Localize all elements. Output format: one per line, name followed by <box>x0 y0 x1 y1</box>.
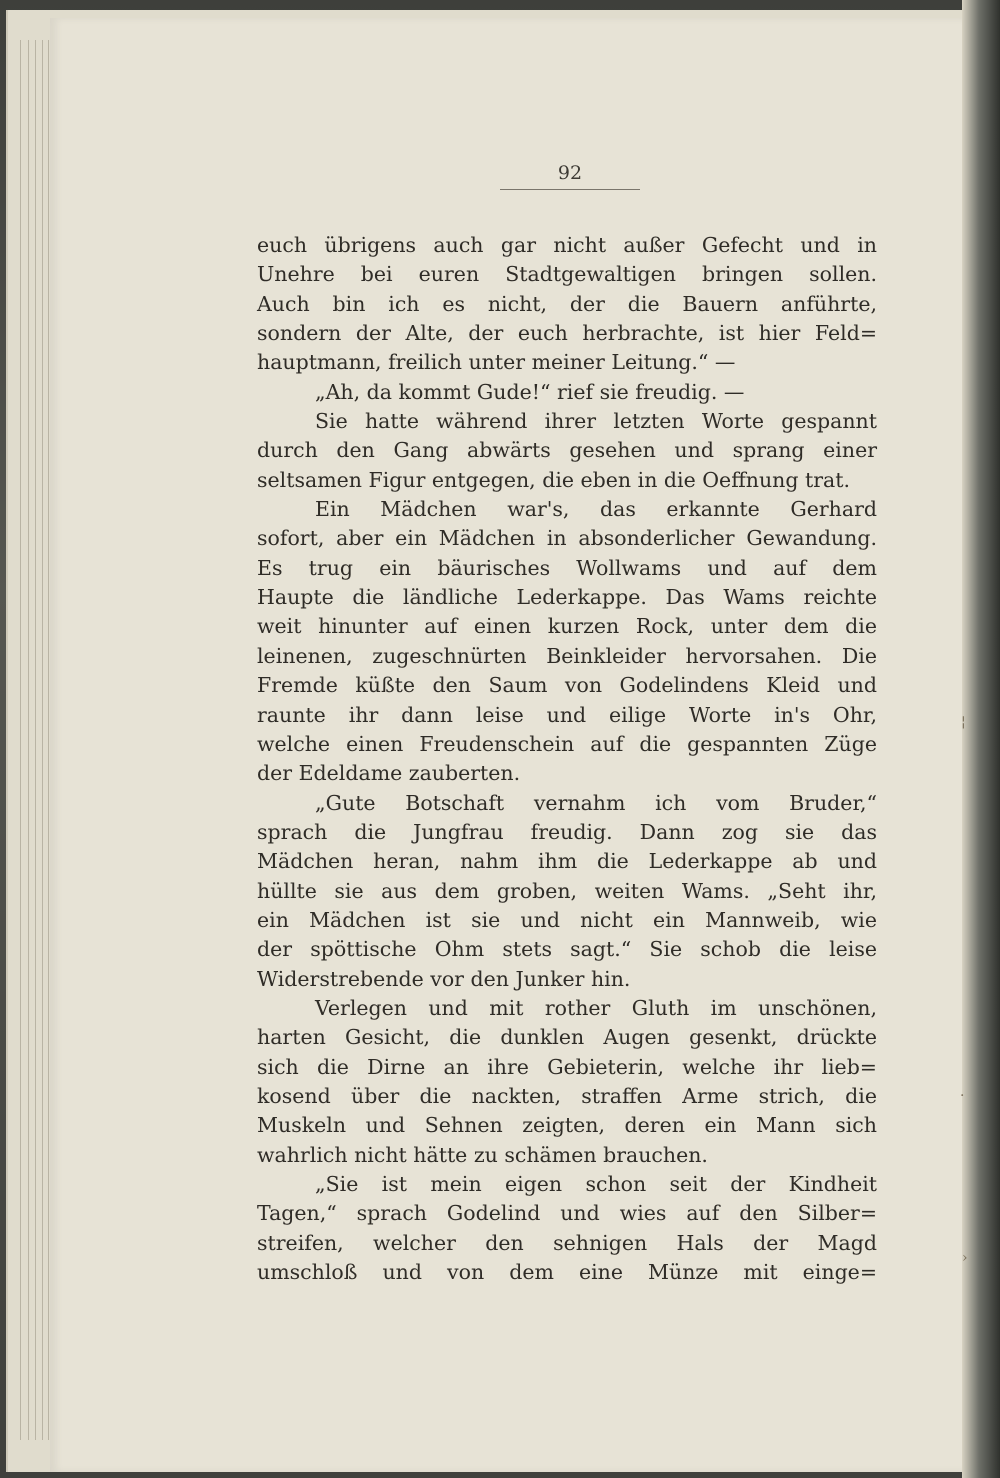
text-line: kosend über die nackten, straffen Arme strich, die <box>257 1083 877 1108</box>
margin-mark: ¦ <box>961 714 966 730</box>
text-line: „Ah, da kommt Gude!“ rief sie freudig. — <box>315 379 745 404</box>
text-line: der Edeldame zauberten. <box>257 761 521 786</box>
text-line: Ein Mädchen war's, das erkannte Gerhard <box>315 497 877 522</box>
text-line: raunte ihr dann leise und eilige Worte in's Ohr, <box>257 702 877 727</box>
page-edge-line <box>20 40 21 1440</box>
text-line: hüllte sie aus dem groben, weiten Wams. „Seht ihr, <box>257 878 877 903</box>
text-line: Es trug ein bäurisches Wollwams und auf dem <box>257 555 877 580</box>
text-line: Tagen,“ sprach Godelind und wies auf den Silber= <box>257 1201 877 1226</box>
text-line: seltsamen Figur entgegen, die eben in die Oeffnung trat. <box>257 467 851 492</box>
text-line: „Gute Botschaft vernahm ich vom Bruder,“ <box>315 790 877 815</box>
text-line: Verlegen und mit rother Gluth im unschönen, <box>315 995 877 1020</box>
page-edge-line <box>42 40 43 1440</box>
text-line: wahrlich nicht hätte zu schämen brauchen. <box>257 1142 708 1167</box>
page-edge-line <box>35 40 36 1440</box>
text-line: welche einen Freudenschein auf die gespannten Züge <box>257 731 877 756</box>
text-line: harten Gesicht, die dunklen Augen gesenkt, drückte <box>257 1025 877 1050</box>
text-line: weit hinunter auf einen kurzen Rock, unter dem die <box>257 614 877 639</box>
text-line: sondern der Alte, der euch herbrachte, ist hier Feld= <box>257 321 877 346</box>
text-line: streifen, welcher den sehnigen Hals der Magd <box>257 1230 877 1255</box>
text-line: Auch bin ich es nicht, der die Bauern anführte, <box>257 291 877 316</box>
text-line: Widerstrebende vor den Junker hin. <box>257 966 631 991</box>
text-line: „Sie ist mein eigen schon seit der Kindheit <box>315 1172 877 1196</box>
text-line: durch den Gang abwärts gesehen und sprang einer <box>257 438 877 463</box>
text-line: Muskeln und Sehnen zeigten, deren ein Mann sich <box>257 1113 877 1138</box>
text-line: euch übrigens auch gar nicht außer Gefecht und in <box>257 233 877 257</box>
page-edge-line <box>48 40 49 1440</box>
text-line: leinenen, zugeschnürten Beinkleider hervorsahen. Die <box>257 643 877 668</box>
text-line: Fremde küßte den Saum von Godelindens Kleid und <box>257 673 877 698</box>
text-line: Mädchen heran, nahm ihm die Lederkappe ab und <box>257 849 877 874</box>
book-gutter <box>962 0 1000 1478</box>
header-rule <box>500 189 640 190</box>
text-line: sich die Dirne an ihre Gebieterin, welche ihr lieb= <box>257 1054 877 1079</box>
text-line: umschloß und von dem eine Münze mit einge= <box>257 1260 877 1285</box>
page-number: 92 <box>557 162 583 184</box>
text-line: ein Mädchen ist sie und nicht ein Mannweib, wie <box>257 907 877 932</box>
text-line: hauptmann, freilich unter meiner Leitung.“ — <box>257 350 736 375</box>
text-line: sprach die Jungfrau freudig. Dann zog sie das <box>257 819 877 844</box>
text-line: Haupte die ländliche Lederkappe. Das Wams reichte <box>257 585 877 610</box>
margin-mark: · <box>960 1088 965 1104</box>
page-edge-line <box>28 40 29 1440</box>
text-line: Unehre bei euren Stadtgewaltigen bringen sollen. <box>257 262 877 287</box>
margin-mark: › <box>962 1250 968 1266</box>
body-text <box>257 231 877 1287</box>
text-line: der spöttische Ohm stets sagt.“ Sie schob die leise <box>257 937 877 962</box>
text-line: sofort, aber ein Mädchen in absonderlicher Gewandung. <box>257 526 877 551</box>
text-line: Sie hatte während ihrer letzten Worte gespannt <box>315 409 877 434</box>
